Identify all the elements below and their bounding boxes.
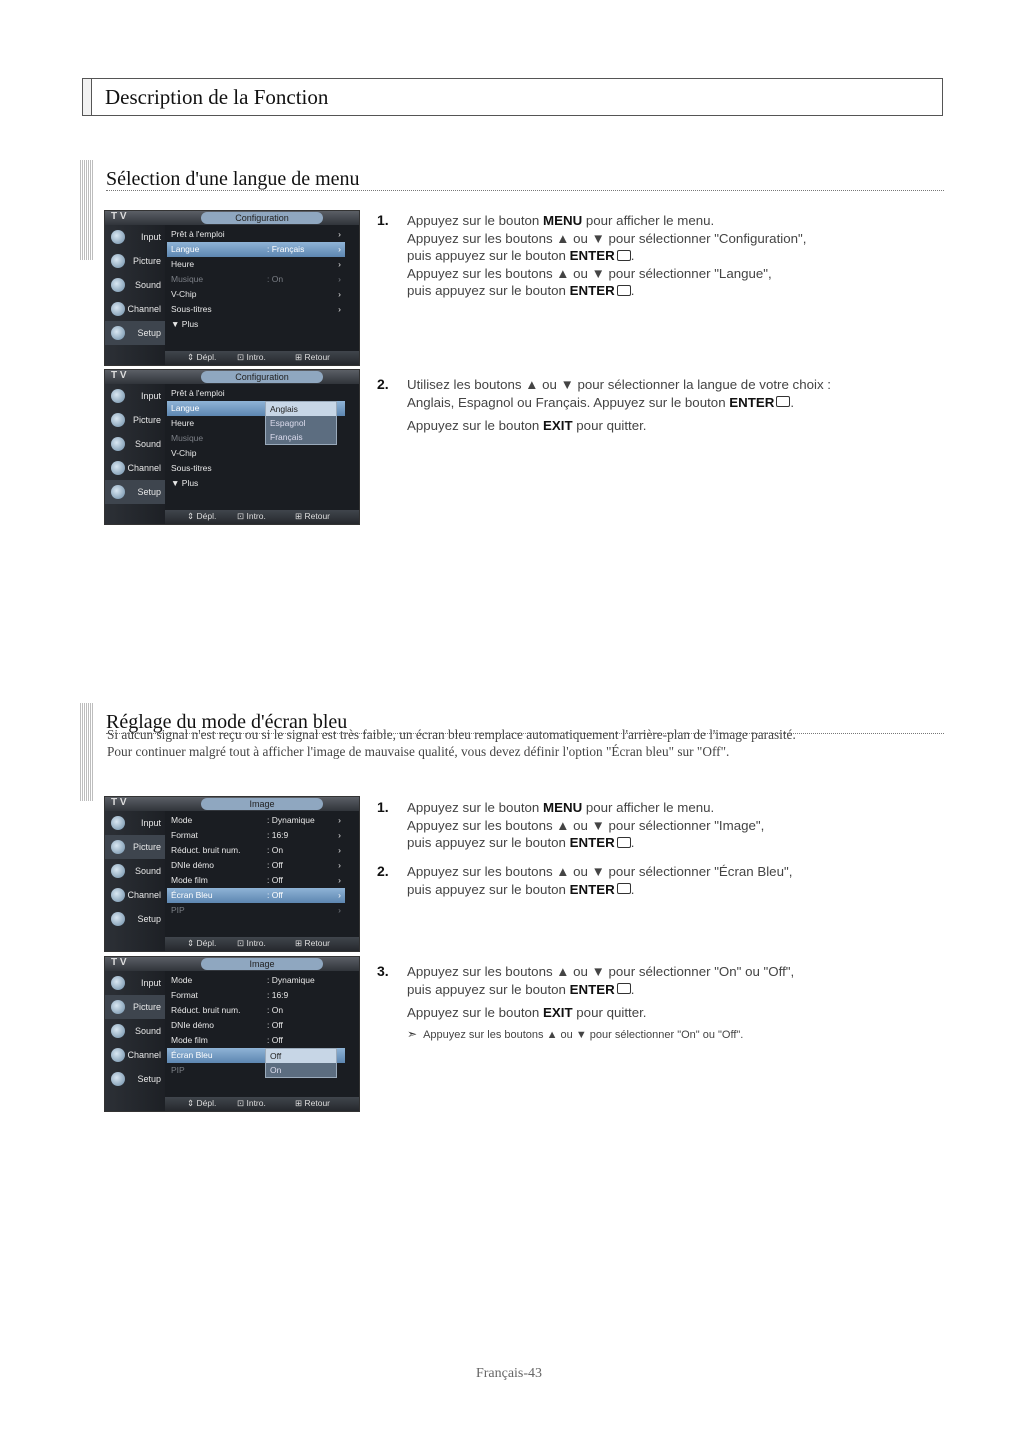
sidebar-item-label: Sound	[134, 439, 161, 449]
enter-icon	[617, 983, 631, 994]
menu-sidebar	[105, 811, 165, 951]
sidebar-item-label: Input	[140, 391, 161, 401]
step-number: 1.	[377, 799, 389, 815]
menu-topbar	[105, 957, 359, 971]
menu-sidebar	[105, 971, 165, 1111]
sound-icon	[111, 437, 125, 451]
channel-icon	[111, 302, 125, 316]
footer-hint: ⊞ Retour	[295, 352, 330, 362]
menu-item[interactable]	[167, 272, 345, 287]
chevron-right-icon: ›	[338, 815, 341, 825]
sidebar-item-label: Sound	[134, 1026, 161, 1036]
chevron-right-icon: ›	[338, 244, 341, 254]
menu-item[interactable]	[167, 858, 345, 873]
menu-item-label: PIP	[171, 1065, 185, 1075]
step-text: Utilisez les boutons ▲ ou ▼ pour sélectionner la langue de votre choix :	[407, 377, 831, 392]
chevron-right-icon: ›	[338, 830, 341, 840]
menu-item-value: : On	[267, 845, 284, 855]
menu-item-label: Écran Bleu	[171, 1050, 213, 1060]
step-text: pour quitter.	[572, 418, 647, 433]
footer-hint: ⊡ Intro.	[237, 352, 266, 362]
sidebar-item[interactable]	[105, 859, 165, 883]
section-marker	[80, 160, 94, 260]
step-text: pour afficher le menu.	[582, 800, 715, 815]
menu-item-label: Musique	[171, 274, 204, 284]
menu-item-value: : Off	[267, 890, 283, 900]
sidebar-item[interactable]	[105, 1067, 165, 1091]
menu-item[interactable]	[167, 1003, 345, 1018]
input-icon	[111, 816, 125, 830]
chevron-right-icon: ›	[338, 289, 341, 299]
step-number: 1.	[377, 212, 389, 228]
menu-item-label: Format	[171, 990, 198, 1000]
menu-item[interactable]	[167, 461, 345, 476]
menu-item-label: Mode	[171, 975, 193, 985]
tv-label: T V	[111, 797, 127, 808]
menu-item-label: ▼ Plus	[171, 478, 199, 488]
menu-item[interactable]	[167, 813, 345, 828]
picture-icon	[111, 1000, 125, 1014]
channel-icon	[111, 888, 125, 902]
chevron-right-icon: ›	[338, 860, 341, 870]
chevron-right-icon: ›	[338, 229, 341, 239]
button-name-exit: EXIT	[543, 418, 573, 433]
sidebar-item-label: Channel	[127, 1050, 161, 1060]
menu-item[interactable]	[167, 317, 345, 332]
menu-item-label: Heure	[171, 259, 195, 269]
chevron-right-icon: ›	[338, 890, 341, 900]
menu-item-label: Mode film	[171, 875, 208, 885]
sound-icon	[111, 864, 125, 878]
chevron-right-icon: ›	[338, 259, 341, 269]
channel-icon	[111, 1048, 125, 1062]
tv-menu-screenshot-image	[104, 796, 360, 952]
picture-icon	[111, 413, 125, 427]
button-name-menu: MENU	[543, 213, 583, 228]
enter-icon	[617, 837, 631, 848]
sidebar-item[interactable]	[105, 971, 165, 995]
step-text: Appuyez sur le bouton	[407, 418, 544, 433]
tv-menu-screenshot-language-options	[104, 369, 360, 525]
footer-hint: ⊡ Intro.	[237, 1098, 266, 1108]
input-icon	[111, 976, 125, 990]
step-text: pour quitter.	[572, 1005, 647, 1020]
sidebar-item-label: Input	[140, 978, 161, 988]
menu-item-label: Réduct. bruit num.	[171, 1005, 241, 1015]
menu-item[interactable]	[167, 1018, 345, 1033]
menu-item-value: : Dynamique	[267, 815, 315, 825]
step-number: 3.	[377, 963, 389, 979]
sidebar-item-label: Setup	[137, 328, 161, 338]
note-arrow-icon: ➣	[407, 1026, 418, 1041]
sidebar-item[interactable]	[105, 456, 165, 480]
footer-hint: ⊞ Retour	[295, 1098, 330, 1108]
sidebar-item[interactable]	[105, 995, 165, 1019]
enter-icon	[617, 285, 631, 296]
sidebar-item-label: Input	[140, 818, 161, 828]
enter-icon	[617, 883, 631, 894]
menu-item-label: Sous-titres	[171, 463, 212, 473]
menu-item-value: : Off	[267, 1020, 283, 1030]
step-text: puis appuyez sur le bouton	[407, 981, 570, 997]
step-text: Anglais, Espagnol ou Français. Appuyez sur le bouton	[407, 394, 730, 410]
sidebar-item[interactable]	[105, 432, 165, 456]
picture-icon	[111, 840, 125, 854]
menu-item[interactable]	[167, 843, 345, 858]
menu-item[interactable]	[167, 302, 345, 317]
menu-footer	[165, 510, 359, 524]
menu-item[interactable]	[167, 888, 345, 903]
menu-item-label: Prêt à l'emploi	[171, 388, 225, 398]
step-text: pour afficher le menu.	[582, 213, 715, 228]
menu-footer	[165, 937, 359, 951]
footer-hint: ⇕ Dépl.	[187, 352, 217, 362]
tv-menu-screenshot-configuration	[104, 210, 360, 366]
chevron-right-icon: ›	[338, 274, 341, 284]
sidebar-item-label: Picture	[132, 256, 161, 266]
menu-topbar	[105, 370, 359, 384]
step-text: Appuyez sur le bouton	[407, 1005, 544, 1020]
menu-item-label: Mode	[171, 815, 193, 825]
input-icon	[111, 389, 125, 403]
enter-icon	[776, 396, 790, 407]
chevron-right-icon: ›	[338, 845, 341, 855]
picture-icon	[111, 254, 125, 268]
option-item[interactable]: Off	[266, 1049, 336, 1063]
footer-hint: ⇕ Dépl.	[187, 1098, 217, 1108]
sidebar-item[interactable]	[105, 225, 165, 249]
sidebar-item[interactable]	[105, 835, 165, 859]
menu-item-value: : On	[267, 1005, 284, 1015]
step-text: Appuyez sur les boutons ▲ ou ▼ pour sélectionner "Image",	[407, 817, 765, 833]
intro-line: Pour continuer malgré tout à afficher l'image de mauvaise qualité, vous devez définir l'option "Écran bleu" sur "Off".	[107, 744, 730, 759]
sidebar-item[interactable]	[105, 384, 165, 408]
sidebar-item-label: Input	[140, 232, 161, 242]
step-text: Appuyez sur le bouton	[407, 800, 544, 815]
setup-icon	[111, 485, 125, 499]
footer-hint: ⊡ Intro.	[237, 938, 266, 948]
intro-paragraph	[107, 726, 957, 760]
menu-item-label: Écran Bleu	[171, 890, 213, 900]
step-text: Appuyez sur les boutons ▲ ou ▼ pour sélectionner "Configuration",	[407, 230, 807, 246]
setup-icon	[111, 912, 125, 926]
menu-item[interactable]	[167, 386, 345, 401]
menu-item[interactable]	[167, 988, 345, 1003]
sound-icon	[111, 278, 125, 292]
section-title: Réglage du mode d'écran bleu	[106, 711, 348, 733]
tv-menu-screenshot-blue-screen-options	[104, 956, 360, 1112]
section-title: Sélection d'une langue de menu	[106, 168, 360, 190]
options-popup	[265, 1048, 337, 1078]
menu-item-value: : Off	[267, 860, 283, 870]
menu-item-label: Mode film	[171, 1035, 208, 1045]
sidebar-item-label: Sound	[134, 866, 161, 876]
sidebar-item[interactable]	[105, 480, 165, 504]
option-item[interactable]: Français	[270, 432, 303, 442]
sidebar-item-label: Setup	[137, 914, 161, 924]
input-icon	[111, 230, 125, 244]
step-text: Appuyez sur les boutons ▲ ou ▼ pour sélectionner "On" ou "Off",	[407, 964, 795, 979]
menu-item-label: Réduct. bruit num.	[171, 845, 241, 855]
menu-item-label: PIP	[171, 905, 185, 915]
chevron-right-icon: ›	[338, 875, 341, 885]
menu-item[interactable]	[167, 828, 345, 843]
menu-items	[167, 227, 345, 332]
button-name-enter: ENTER	[569, 881, 615, 897]
menu-item[interactable]	[167, 287, 345, 302]
menu-item[interactable]	[167, 446, 345, 461]
menu-item-value: : 16:9	[267, 990, 289, 1000]
sidebar-item[interactable]	[105, 408, 165, 432]
option-item[interactable]: Espagnol	[270, 418, 306, 428]
menu-topbar	[105, 211, 359, 225]
menu-item-label: Prêt à l'emploi	[171, 229, 225, 239]
sidebar-item[interactable]	[105, 907, 165, 931]
menu-item-label: V-Chip	[171, 289, 197, 299]
menu-item[interactable]	[167, 227, 345, 242]
menu-sidebar	[105, 384, 165, 524]
menu-title: Configuration	[201, 371, 323, 383]
sidebar-item[interactable]	[105, 1019, 165, 1043]
menu-title: Image	[201, 798, 323, 810]
menu-item-value: : On	[267, 274, 284, 284]
menu-title: Image	[201, 958, 323, 970]
options-popup	[265, 401, 337, 445]
chevron-right-icon: ›	[338, 304, 341, 314]
sidebar-item-label: Channel	[127, 304, 161, 314]
menu-item[interactable]	[167, 257, 345, 272]
menu-item-label: V-Chip	[171, 448, 197, 458]
menu-item-label: Langue	[171, 244, 200, 254]
step-text: puis appuyez sur le bouton	[407, 881, 570, 897]
menu-item-label: Musique	[171, 433, 204, 443]
section-marker	[80, 703, 94, 801]
menu-items	[167, 813, 345, 918]
header-tab	[83, 79, 92, 115]
button-name-enter: ENTER	[569, 248, 615, 263]
menu-footer	[165, 1097, 359, 1111]
button-name-enter: ENTER	[569, 981, 615, 997]
sidebar-item-label: Picture	[132, 415, 161, 425]
menu-item-label: Heure	[171, 418, 195, 428]
menu-item-label: Format	[171, 830, 198, 840]
menu-item[interactable]	[167, 1033, 345, 1048]
chevron-right-icon: ›	[338, 905, 341, 915]
menu-item[interactable]	[167, 476, 345, 491]
option-item[interactable]: Anglais	[266, 402, 336, 416]
page-number: Français-43	[475, 1366, 543, 1381]
menu-item-value: : Off	[267, 1035, 283, 1045]
section-rule	[106, 190, 944, 191]
channel-icon	[111, 461, 125, 475]
sidebar-item-label: Sound	[134, 280, 161, 290]
button-name-exit: EXIT	[543, 1005, 573, 1020]
menu-item-label: ▼ Plus	[171, 319, 199, 329]
tv-label: T V	[111, 211, 127, 222]
step-text: puis appuyez sur le bouton	[407, 283, 570, 298]
step-text: Appuyez sur le bouton	[407, 213, 544, 228]
step-text: Appuyez sur les boutons ▲ ou ▼ pour sélectionner "Écran Bleu",	[407, 864, 793, 879]
setup-icon	[111, 326, 125, 340]
sidebar-item-label: Picture	[132, 842, 161, 852]
sidebar-item[interactable]	[105, 811, 165, 835]
menu-item[interactable]	[167, 903, 345, 918]
sound-icon	[111, 1024, 125, 1038]
menu-footer	[165, 351, 359, 365]
sidebar-item-label: Picture	[132, 1002, 161, 1012]
step-number: 2.	[377, 376, 389, 392]
menu-item-label: Langue	[171, 403, 200, 413]
sidebar-item[interactable]	[105, 273, 165, 297]
sidebar-item[interactable]	[105, 321, 165, 345]
step-text: puis appuyez sur le bouton	[407, 248, 570, 263]
tv-label: T V	[111, 370, 127, 381]
enter-icon	[617, 250, 631, 261]
sidebar-item-label: Setup	[137, 1074, 161, 1084]
footer-hint: ⇕ Dépl.	[187, 511, 217, 521]
footer-hint: ⊞ Retour	[295, 511, 330, 521]
sidebar-item[interactable]	[105, 297, 165, 321]
sidebar-item-label: Channel	[127, 463, 161, 473]
note	[407, 1026, 927, 1045]
button-name-enter: ENTER	[569, 835, 615, 850]
menu-item-label: DNIe démo	[171, 860, 214, 870]
tv-label: T V	[111, 957, 127, 968]
menu-topbar	[105, 797, 359, 811]
page-title: Description de la Fonction	[105, 85, 329, 109]
note-text: Appuyez sur les boutons ▲ ou ▼ pour sélectionner "On" ou "Off".	[423, 1028, 744, 1041]
menu-sidebar	[105, 225, 165, 365]
sidebar-item[interactable]	[105, 249, 165, 273]
option-item[interactable]: On	[270, 1065, 282, 1075]
page-header	[82, 78, 943, 116]
menu-item[interactable]	[167, 873, 345, 888]
menu-item[interactable]	[167, 973, 345, 988]
menu-item-value: : Off	[267, 875, 283, 885]
menu-item-value: : Dynamique	[267, 975, 315, 985]
setup-icon	[111, 1072, 125, 1086]
footer-hint: ⊞ Retour	[295, 938, 330, 948]
sidebar-item[interactable]	[105, 883, 165, 907]
footer-hint: ⇕ Dépl.	[187, 938, 217, 948]
step-text: Appuyez sur les boutons ▲ ou ▼ pour sélectionner "Langue",	[407, 265, 772, 281]
footer-hint: ⊡ Intro.	[237, 511, 266, 521]
menu-item-value: : 16:9	[267, 830, 289, 840]
step-number: 2.	[377, 863, 389, 879]
intro-line: Si aucun signal n'est reçu ou si le signal est très faible, un écran bleu remplace automatiquement l'arrière-plan de l'image parasité.	[107, 727, 796, 742]
menu-item-label: DNIe démo	[171, 1020, 214, 1030]
menu-item-value: : Français	[267, 244, 305, 254]
menu-item[interactable]	[167, 242, 345, 257]
menu-item-label: Sous-titres	[171, 304, 212, 314]
button-name-enter: ENTER	[569, 283, 615, 298]
sidebar-item[interactable]	[105, 1043, 165, 1067]
button-name-enter: ENTER	[729, 394, 775, 410]
sidebar-item-label: Channel	[127, 890, 161, 900]
sidebar-item-label: Setup	[137, 487, 161, 497]
menu-title: Configuration	[201, 212, 323, 224]
button-name-menu: MENU	[543, 800, 583, 815]
step-text: puis appuyez sur le bouton	[407, 835, 570, 850]
